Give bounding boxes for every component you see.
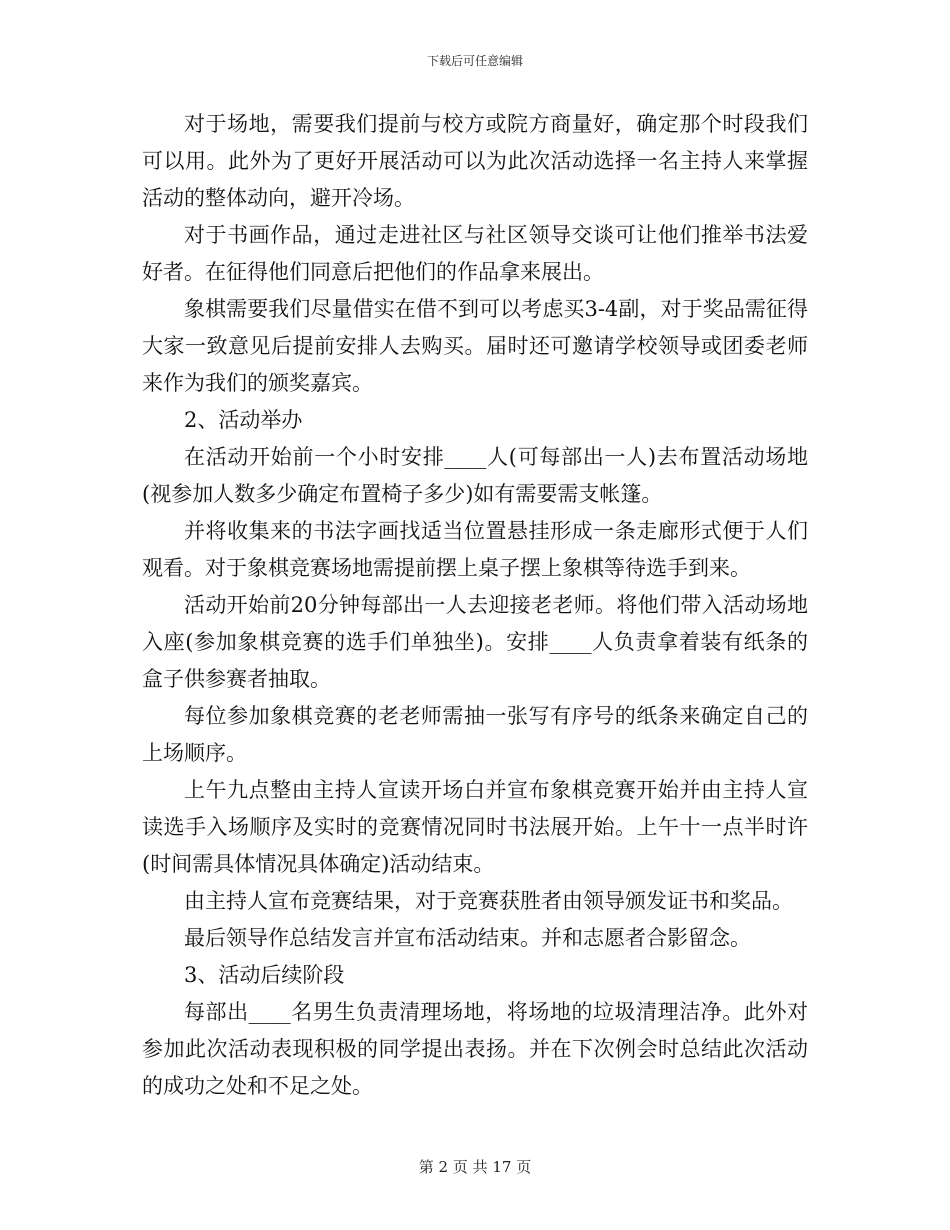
page-number: 第 2 页 共 17 页 xyxy=(418,1158,532,1176)
paragraph-artworks: 对于书画作品，通过走进社区与社区领导交谈可让他们推举书法爱好者。在征得他们同意后把他们的作品拿来展出。 xyxy=(142,223,808,284)
paragraph-draw-order: 每位参加象棋竞赛的老老师需抽一张写有序号的纸条来确定自己的上场顺序。 xyxy=(142,704,808,765)
paragraph-setup: 在活动开始前一个小时安排____人(可每部出一人)去布置活动场地(视参加人数多少确定布置椅子多少)如有需要需支帐篷。 xyxy=(142,445,808,506)
document-body xyxy=(142,106,808,1105)
paragraph-results: 由主持人宣布竞赛结果，对于竞赛获胜者由领导颁发证书和奖品。 xyxy=(184,889,793,913)
paragraph-schedule: 上午九点整由主持人宣读开场白并宣布象棋竞赛开始并由主持人宣读选手入场顺序及实时的竞赛情况同时书法展开始。上午十一点半时许(时间需具体情况具体确定)活动结束。 xyxy=(142,778,808,876)
paragraph-venue: 对于场地，需要我们提前与校方或院方商量好，确定那个时段我们可以用。此外为了更好开展活动可以为此次活动选择一名主持人来掌握活动的整体动向，避开冷场。 xyxy=(142,112,808,210)
section-heading-follow-up: 3、活动后续阶段 xyxy=(184,963,345,987)
section-heading-event-holding: 2、活动举办 xyxy=(184,408,303,432)
paragraph-greeting: 活动开始前20分钟每部出一人去迎接老老师。将他们带入活动场地入座(参加象棋竞赛的选手们单独坐)。安排____人负责拿着装有纸条的盒子供参赛者抽取。 xyxy=(142,593,808,691)
paragraph-gallery: 并将收集来的书法字画找适当位置悬挂形成一条走廊形式便于人们观看。对于象棋竞赛场地需提前摆上桌子摆上象棋等待选手到来。 xyxy=(142,519,808,580)
paragraph-closing: 最后领导作总结发言并宣布活动结束。并和志愿者合影留念。 xyxy=(184,926,751,950)
page-header: 下载后可任意编辑 xyxy=(426,54,523,68)
paragraph-chess-prizes: 象棋需要我们尽量借实在借不到可以考虑买3-4副，对于奖品需征得大家一致意见后提前安排人去购买。届时还可邀请学校领导或团委老师来作为我们的颁奖嘉宾。 xyxy=(142,297,808,395)
paragraph-cleanup: 每部出____名男生负责清理场地，将场地的垃圾清理洁净。此外对参加此次活动表现积极的同学提出表扬。并在下次例会时总结此次活动的成功之处和不足之处。 xyxy=(142,1000,808,1098)
